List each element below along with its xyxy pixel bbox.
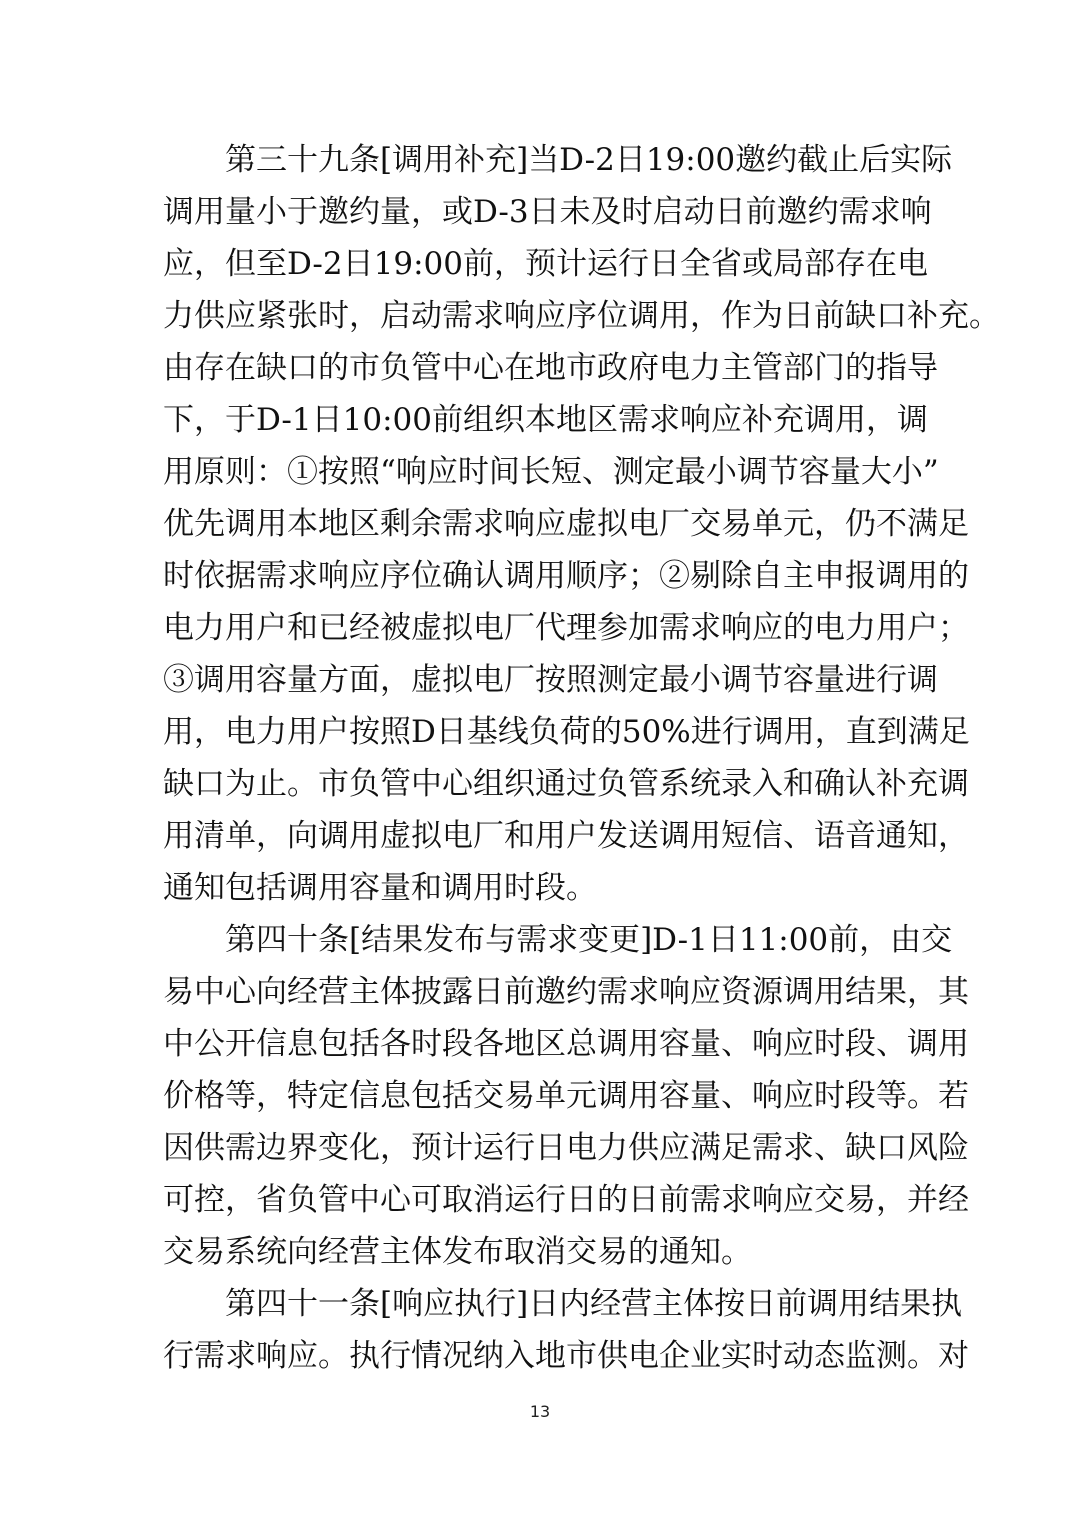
article-39-line: ③调用容量方面，虚拟电厂按照测定最小调节容量进行调 [163, 662, 938, 698]
article-39-line: 调用量小于邀约量，或D-3日未及时启动日前邀约需求响 [163, 194, 932, 230]
article-40-line: 易中心向经营主体披露日前邀约需求响应资源调用结果，其 [163, 974, 969, 1010]
article-40-line: 交易系统向经营主体发布取消交易的通知。 [163, 1234, 752, 1270]
article-39-line: 优先调用本地区剩余需求响应虚拟电厂交易单元，仍不满足 [163, 506, 969, 542]
article-40-line: 第四十条[结果发布与需求变更]D-1日11:00前，由交 [225, 922, 953, 958]
article-39-line: 通知包括调用容量和调用时段。 [163, 870, 597, 906]
article-39-line: 应，但至D-2日19:00前，预计运行日全省或局部存在电 [163, 246, 928, 282]
article-40-line: 因供需边界变化，预计运行日电力供应满足需求、缺口风险 [163, 1130, 969, 1166]
article-39-line: 用清单，向调用虚拟电厂和用户发送调用短信、语音通知， [163, 818, 969, 854]
article-39-line: 下，于D-1日10:00前组织本地区需求响应补充调用，调 [163, 402, 928, 438]
article-40-line: 中公开信息包括各时段各地区总调用容量、响应时段、调用 [163, 1026, 969, 1062]
article-39-line: 第三十九条[调用补充]当D-2日19:00邀约截止后实际 [225, 142, 953, 178]
article-41-line: 行需求响应。执行情况纳入地市供电企业实时动态监测。对 [163, 1338, 969, 1374]
page-number: 13 [529, 1402, 551, 1421]
article-39-line: 力供应紧张时，启动需求响应序位调用，作为日前缺口补充。 [163, 298, 1000, 334]
article-39-line: 时依据需求响应序位确认调用顺序；②剔除自主申报调用的 [163, 558, 969, 594]
article-40-line: 价格等，特定信息包括交易单元调用容量、响应时段等。若 [163, 1078, 969, 1114]
article-41-line: 第四十一条[响应执行]日内经营主体按日前调用结果执 [225, 1286, 963, 1322]
article-39-line: 用，电力用户按照D日基线负荷的50%进行调用，直到满足 [163, 714, 970, 750]
article-39-line: 由存在缺口的市负管中心在地市政府电力主管部门的指导 [163, 350, 938, 386]
article-39-line: 用原则：①按照“响应时间长短、测定最小调节容量大小” [163, 454, 939, 490]
article-39-line: 缺口为止。市负管中心组织通过负管系统录入和确认补充调 [163, 766, 969, 802]
article-39-line: 电力用户和已经被虚拟电厂代理参加需求响应的电力用户； [163, 610, 969, 646]
body-text [163, 134, 1000, 1382]
article-40-line: 可控，省负管中心可取消运行日的日前需求响应交易，并经 [163, 1182, 969, 1218]
